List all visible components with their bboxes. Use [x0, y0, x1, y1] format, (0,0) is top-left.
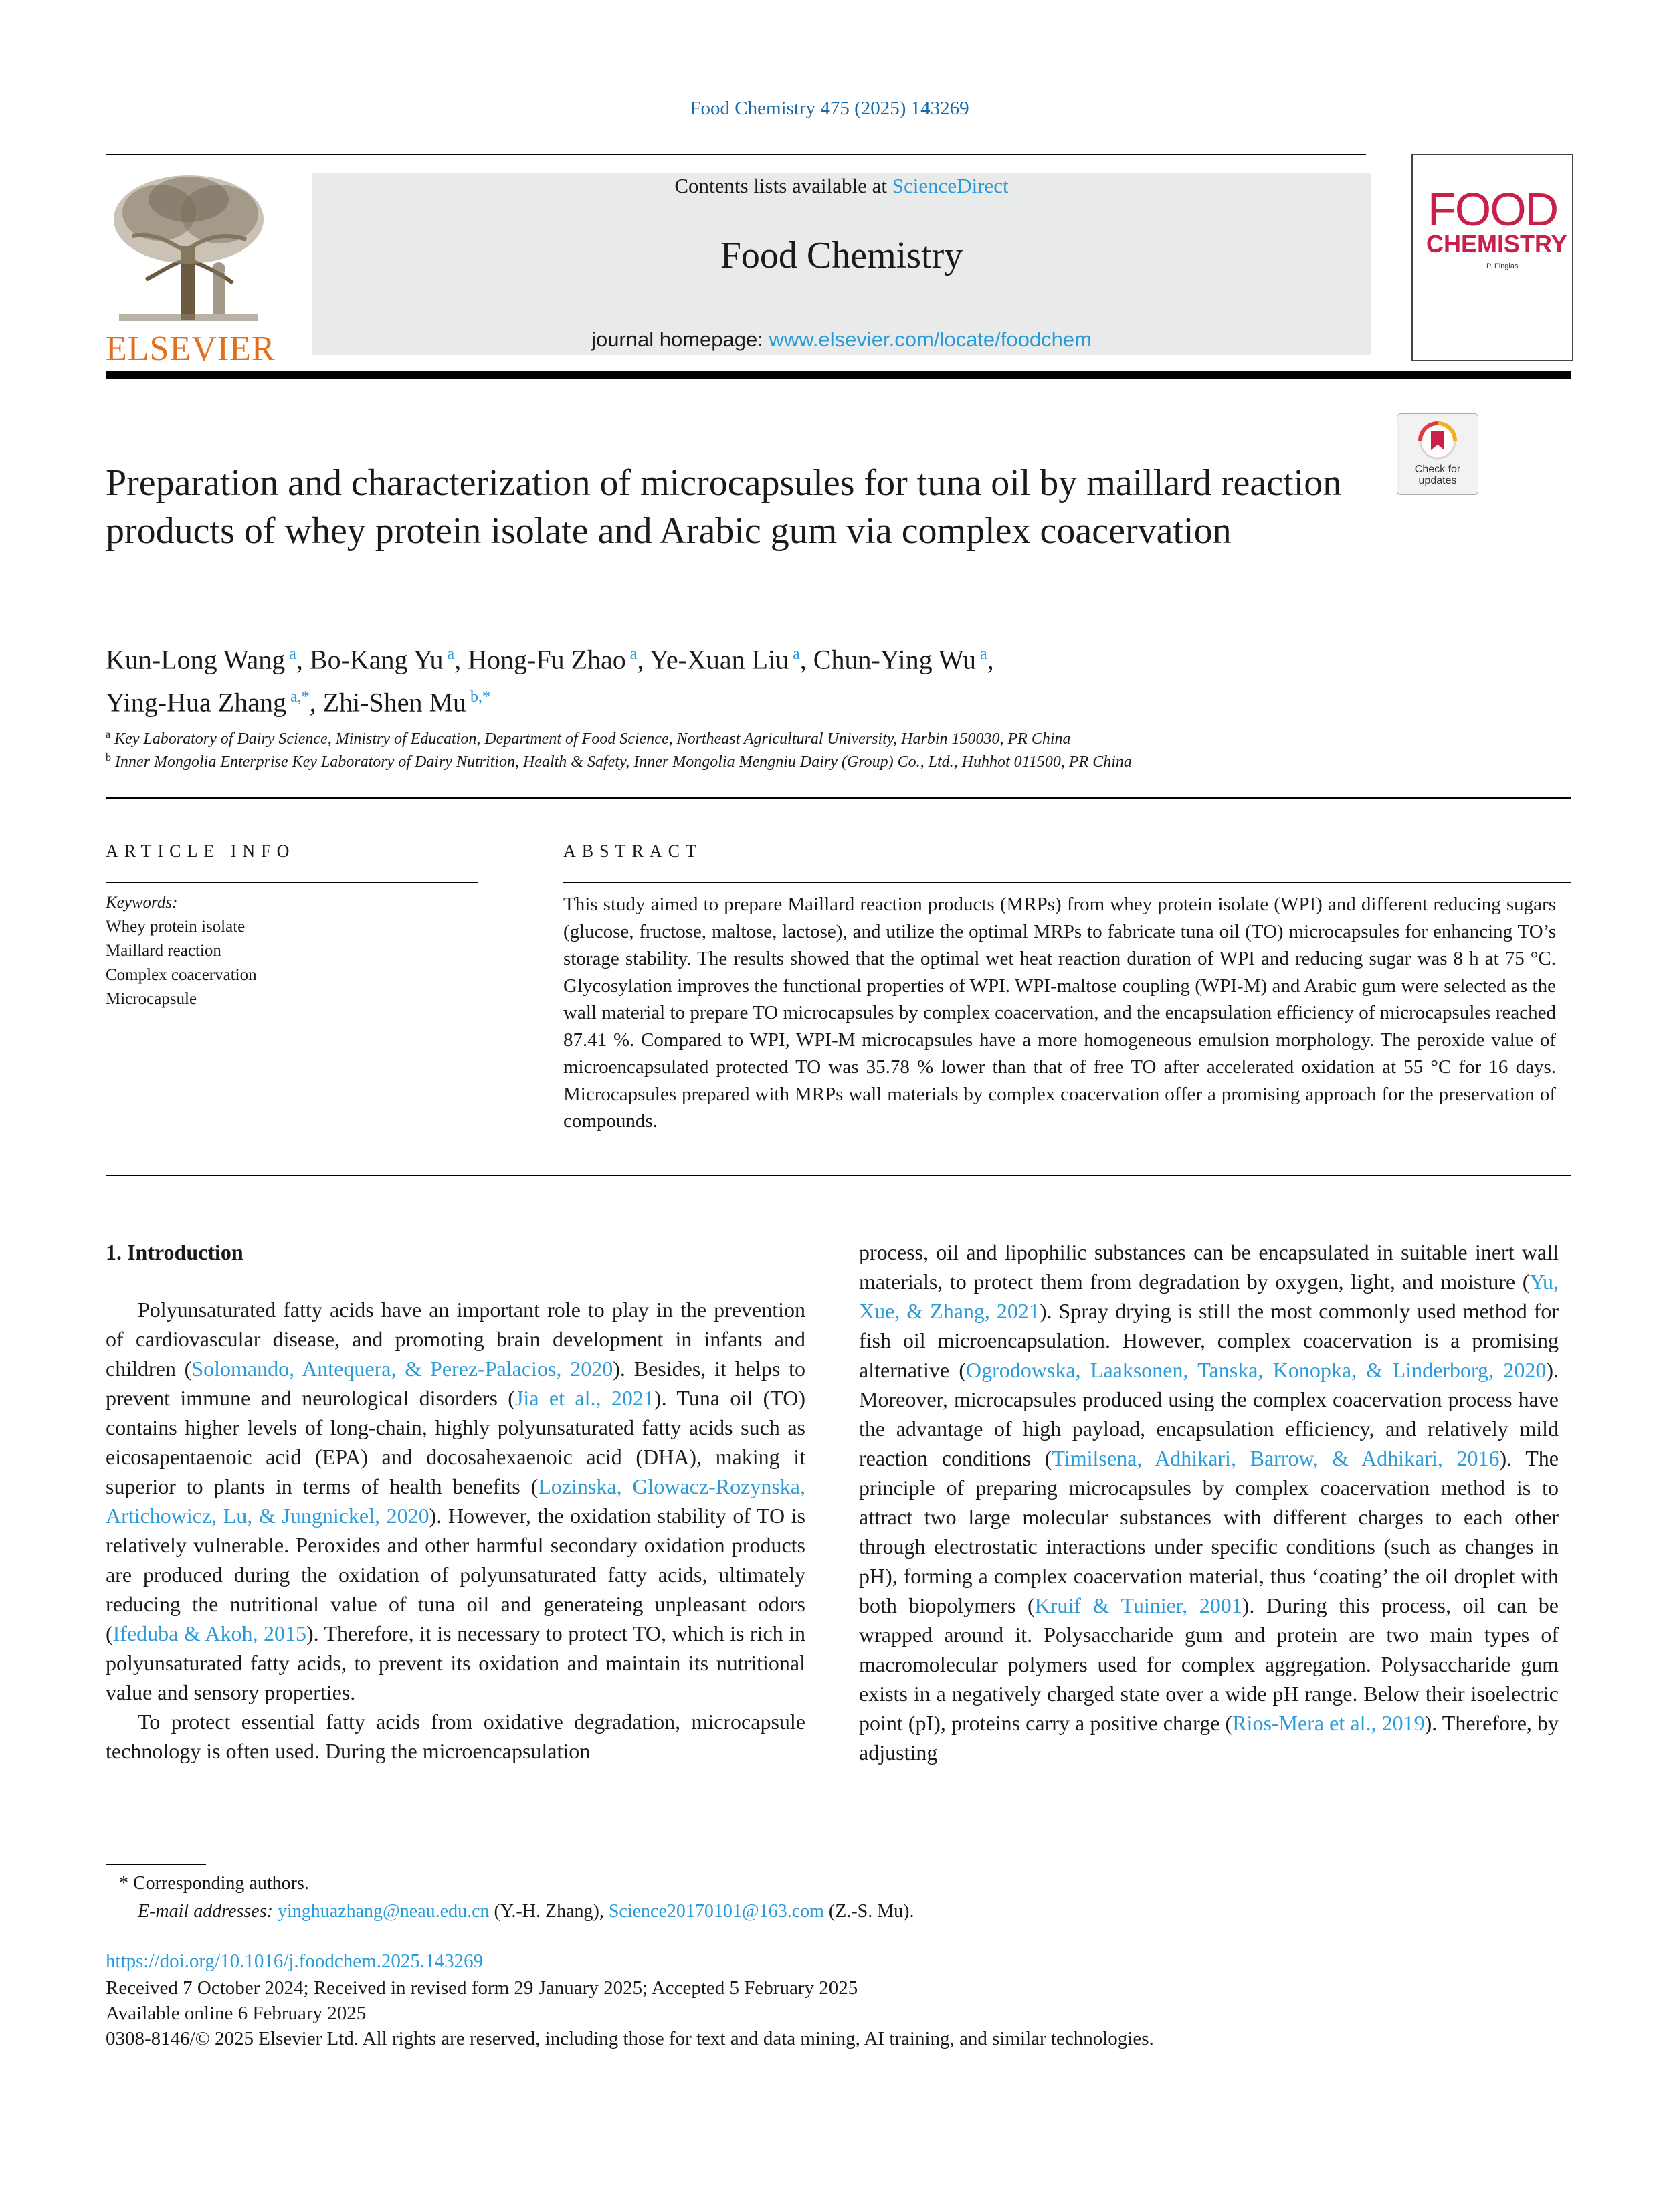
section-rule: [106, 797, 1571, 799]
doi-link[interactable]: https://doi.org/10.1016/j.foodchem.2025.143269: [106, 1950, 484, 1972]
right-column: [859, 1237, 1559, 1767]
text-run: Polyunsaturated fatty acids have an important role to play in the prevention of cardiovascular disease, and promoting brain development in infants and children (: [106, 1298, 805, 1381]
text-run: To protect essential fatty acids from oxidative degradation, microcapsule technology is often used. During the microencapsulation: [106, 1710, 805, 1763]
keyword: Maillard reaction: [106, 942, 221, 960]
header-rule: [106, 371, 1571, 379]
left-column: [106, 1237, 805, 1766]
author-separator: ,: [296, 644, 310, 675]
text-run: ). However, the oxidation stability of TO is relatively vulnerable. Peroxides and other harmful secondary oxidation products are produced during the oxidation of polyunsaturated fatty acids, ultimately reducing the nutritional value of tuna oil and generateing unpleasant odors (: [106, 1504, 805, 1645]
abstract-text: This study aimed to prepare Maillard reaction products (MRPs) from whey protein isolate (WPI) and different reducing sugars (glucose, fructose, maltose, lactose), and utilize the optimal MRPs to fabricate tuna oil (TO) microcapsules for enhancing TO’s storage stability. The results showed that the optimal wet heat reaction duration of WPI and reducing sugar was 8 h at 75 °C. Glycosylation improves the functional properties of WPI. WPI-maltose coupling (WPI-M) and Arabic gum were selected as the wall material to prepare TO microcapsules by complex coacervation, and the encapsulation efficiency of microcapsules reached 87.41 %. Compared to WPI, WPI-M microcapsules have a more homogeneous emulsion morphology. The peroxide value of microencapsulated protected TO was 35.78 % lower than that of free TO after accelerated oxidation at 55 °C for 16 days. Microcapsules prepared with MRPs wall materials by complex coacervation offer a promising approach for the preservation of compounds.: [563, 894, 1556, 1132]
journal-name: Food Chemistry: [720, 235, 963, 276]
sciencedirect-link[interactable]: ScienceDirect: [892, 174, 1009, 197]
author-affiliation-mark[interactable]: a: [285, 645, 296, 663]
author-name[interactable]: Ye-Xuan Liu: [649, 644, 789, 675]
publisher-wordmark: ELSEVIER: [106, 330, 276, 368]
available-online: Available online 6 February 2025: [106, 2003, 367, 2024]
citation-link[interactable]: Lozinska, Glowacz-Rozynska, Artichowicz, Lu, & Jungnickel, 2020: [106, 1474, 805, 1528]
email-owner: (Z.-S. Mu).: [823, 1901, 914, 1922]
keyword: Microcapsule: [106, 990, 197, 1008]
citation-link[interactable]: Timilsena, Adhikari, Barrow, & Adhikari, 2016: [1052, 1446, 1500, 1470]
email-line: [138, 1898, 914, 1925]
homepage-prefix: journal homepage:: [591, 328, 769, 351]
text-run: ). Moreover, microcapsules produced using the complex coacervation process have the advantage of high payload, encapsulation efficiency, and relatively mild reaction conditions (: [859, 1358, 1559, 1470]
author-name[interactable]: Hong-Fu Zhao: [468, 644, 626, 675]
affiliation-a: [106, 729, 1071, 748]
author-name[interactable]: Kun-Long Wang: [106, 644, 286, 675]
article-title: Preparation and characterization of microcapsules for tuna oil by maillard reaction products of whey protein isolate and Arabic gum via complex coacervation: [106, 462, 1342, 552]
citation-link[interactable]: Jia et al., 2021: [514, 1386, 654, 1410]
citation-link[interactable]: Rios-Mera et al., 2019: [1232, 1711, 1425, 1735]
citation-link[interactable]: Solomando, Antequera, & Perez-Palacios, 2020: [191, 1356, 613, 1381]
section-heading: 1. Introduction: [106, 1240, 243, 1264]
author-name[interactable]: Ying-Hua Zhang: [106, 687, 286, 718]
text-run: ). The principle of preparing microcapsules by complex coacervation method is to attract two large molecular substances with different charges to each other through electrostatic interactions under specific conditions (such as changes in pH), forming a complex coacervation material, thus ‘coating’ the oil droplet with both biopolymers (: [859, 1446, 1559, 1617]
homepage-link[interactable]: www.elsevier.com/locate/foodchem: [769, 328, 1092, 351]
citation-link[interactable]: Yu, Xue, & Zhang, 2021: [859, 1270, 1559, 1323]
journal-cover[interactable]: [1411, 154, 1573, 361]
author-separator: ,: [454, 644, 468, 675]
abstract-bottom-rule: [106, 1175, 1571, 1176]
author-separator: ,: [309, 687, 323, 718]
citation-link[interactable]: Ifeduba & Akoh, 2015: [112, 1621, 306, 1645]
journal-homepage: [312, 328, 1371, 352]
affiliation-text: Key Laboratory of Dairy Science, Ministry of Education, Department of Food Science, Northeast Agricultural University, Harbin 150030, PR China: [114, 730, 1071, 748]
check-for-updates-badge[interactable]: [1397, 413, 1478, 495]
cover-title-chemistry: CHEMISTRY: [1426, 230, 1567, 258]
citation-link[interactable]: Kruif & Tuinier, 2001: [1034, 1593, 1242, 1617]
citation-link[interactable]: Ogrodowska, Laaksonen, Tanska, Konopka, & Linderborg, 2020: [966, 1358, 1547, 1382]
author-separator: ,: [637, 644, 650, 675]
keyword: Complex coacervation: [106, 966, 257, 984]
text-run: ). Therefore, by adjusting: [859, 1711, 1559, 1765]
journal-reference[interactable]: Food Chemistry 475 (2025) 143269: [690, 98, 969, 119]
text-run: ). Therefore, it is necessary to protect TO, which is rich in polyunsaturated fatty acids, to prevent its oxidation and maintain its nutritional value and sensory properties.: [106, 1621, 806, 1704]
author-affiliation-mark[interactable]: a: [443, 645, 455, 663]
text-run: process, oil and lipophilic substances can be encapsulated in suitable inert wall materials, to protect them from degradation by oxygen, light, and moisture (: [859, 1240, 1559, 1294]
email-label: E-mail addresses:: [138, 1901, 278, 1922]
received-dates: Received 7 October 2024; Received in revised form 29 January 2025; Accepted 5 February 2025: [106, 1977, 858, 1999]
contents-line: [312, 174, 1371, 198]
email-owner: (Y.-H. Zhang),: [489, 1901, 609, 1922]
journal-banner: [312, 173, 1371, 355]
author-affiliation-mark[interactable]: b,*: [466, 688, 491, 706]
text-run: ). Besides, it helps to prevent immune and neurological disorders (: [106, 1356, 806, 1410]
text-run: ). Spray drying is still the most commonly used method for fish oil microencapsulation. However, complex coacervation is a promising alternative (: [859, 1299, 1559, 1382]
article-info-rule: [106, 882, 478, 883]
tree-icon: [106, 173, 272, 326]
keywords-label: Keywords:: [106, 894, 178, 912]
article-info-heading: ARTICLE INFO: [106, 841, 296, 861]
keywords-block: [106, 891, 480, 1011]
author-affiliation-mark[interactable]: a: [625, 645, 638, 663]
footnote-rule: [106, 1864, 206, 1865]
keyword: Whey protein isolate: [106, 918, 246, 936]
text-run: ). During this process, oil can be wrapped around it. Polysaccharide gum and protein are two main types of macromolecular polymers used for complex aggregation. Polysaccharide gum exists in a negatively charged state over a wide pH range. Below their isoelectric point (pI), proteins carry a positive charge (: [859, 1593, 1559, 1735]
author-affiliation-mark[interactable]: a: [789, 645, 800, 663]
author-name[interactable]: Bo-Kang Yu: [309, 644, 444, 675]
check-updates-label: Check for updates: [1414, 464, 1461, 486]
author-affiliation-mark[interactable]: a,*: [286, 688, 310, 706]
text-run: ). Tuna oil (TO) contains higher levels of long-chain, highly polyunsaturated fatty acids such as eicosapentaenoic acid (EPA) and docosahexaenoic acid (DHA), making it superior to plants in terms of health benefits (: [106, 1386, 806, 1498]
affiliation-mark: a: [106, 729, 111, 740]
contents-prefix: Contents lists available at: [674, 174, 892, 197]
author-affiliation-mark[interactable]: a: [976, 645, 987, 663]
abstract-rule: [563, 882, 1571, 883]
email-link[interactable]: yinghuazhang@neau.edu.cn: [277, 1901, 490, 1922]
elsevier-logo[interactable]: [106, 173, 276, 368]
corresponding-note: * Corresponding authors.: [119, 1873, 309, 1894]
cover-editor: P. Finglas: [1486, 262, 1519, 270]
affiliation-b: [106, 752, 1132, 771]
affiliation-text: Inner Mongolia Enterprise Key Laboratory of Dairy Nutrition, Health & Safety, Inner Mongolia Mengniu Dairy (Group) Co., Ltd., Huhhot 011500, PR China: [115, 753, 1132, 771]
affiliation-mark: b: [106, 752, 111, 763]
check-updates-icon: [1397, 414, 1478, 464]
author-separator: ,: [987, 644, 994, 675]
paragraph: [106, 1707, 805, 1766]
top-rule: [106, 154, 1366, 155]
abstract-heading: ABSTRACT: [563, 841, 702, 861]
author-name[interactable]: Chun-Ying Wu: [813, 644, 977, 675]
paragraph: [106, 1295, 805, 1707]
cover-title-food: FOOD: [1428, 183, 1558, 235]
author-list: [106, 635, 1510, 722]
copyright-line: 0308-8146/© 2025 Elsevier Ltd. All rights are reserved, including those for text and data mining, AI training, and similar technologies.: [106, 2028, 1154, 2049]
author-name[interactable]: Zhi-Shen Mu: [322, 687, 467, 718]
paragraph: [859, 1237, 1559, 1767]
author-separator: ,: [799, 644, 813, 675]
email-link[interactable]: Science20170101@163.com: [608, 1901, 824, 1922]
